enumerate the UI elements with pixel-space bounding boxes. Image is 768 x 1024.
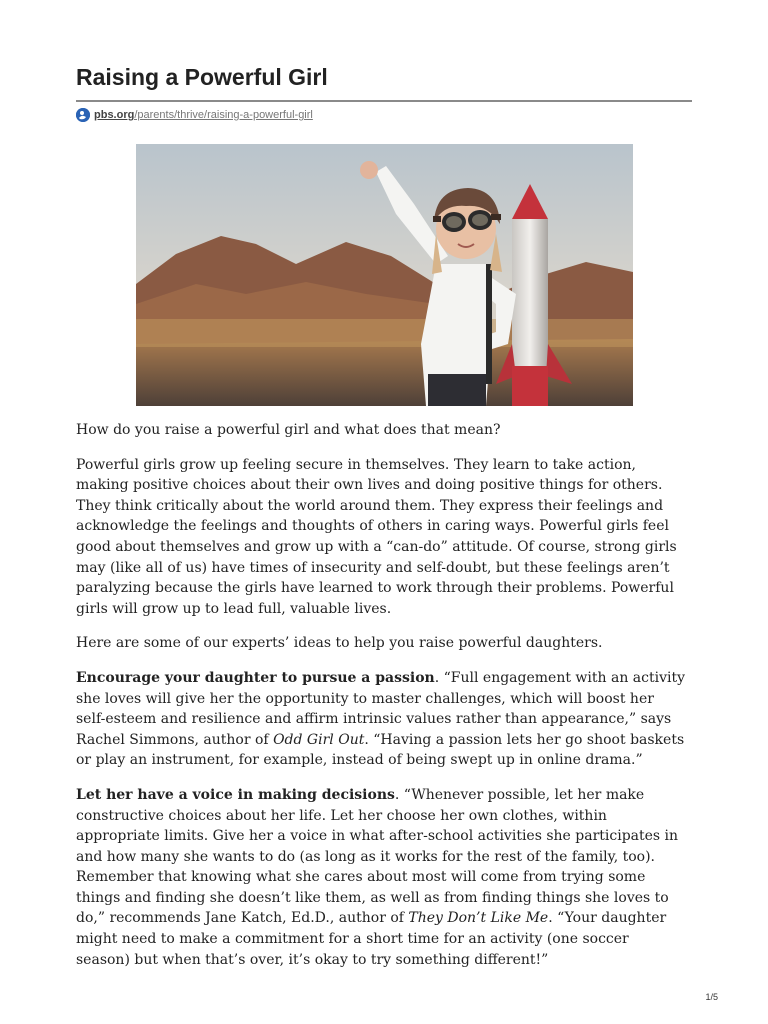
paragraph-powerful-girls: Powerful girls grow up feeling secure in themselves. They learn to take action, making positive choices about their own lives and doing positive things for others. They think critically about the world around them. They express their feelings and acknowledge the feelings and thoughts of others in caring ways. Powerful girls feel good about themselves and grow up with a “can-do” attitude. Of course, strong girls may (like all of us) have times of insecurity and self-doubt, but these feelings aren’t paralyzing because the girls have learned to work through their problems. Powerful girls will grow up to lead full, valuable lives. [76, 456, 677, 617]
tip-text: . “Your daughter might need to make a commitment for a short time for an activity (one soccer season) but when that’s over, it’s okay to try something different!” [76, 910, 667, 968]
title-divider [76, 100, 692, 102]
book-title: Odd Girl Out [273, 731, 365, 748]
pbs-logo-icon [76, 108, 90, 122]
page-title: Raising a Powerful Girl [76, 64, 328, 90]
tip-text: . “Full engagement with an activity she loves will give her the opportunity to master challenges, which will boost her self-esteem and resilience and affirm intrinsic values rather than appearance,” says Rachel Simmons, author of [76, 669, 686, 748]
tip-heading-passion: Encourage your daughter to pursue a passion [76, 669, 435, 686]
tip-heading-voice: Let her have a voice in making decisions [76, 786, 395, 803]
source-domain[interactable]: pbs.org [94, 109, 135, 121]
source-path[interactable]: /parents/thrive/raising-a-powerful-girl [134, 109, 313, 121]
page-number: 1/5 [705, 992, 718, 1002]
tip-text: . “Whenever possible, let her make constructive choices about her life. Let her choose her own clothes, within appropriate limits. Give her a voice in what after-school activities she participates in and how many she wants to do (as long as it works for the rest of the family, too). Remember that knowing what she cares about most will come from trying some things and finding she doesn’t like them, as well as from finding things she loves to do,” recommends Jane Katch, Ed.D., author of [76, 786, 679, 927]
paragraph-pursue-passion [76, 668, 686, 771]
hero-photo [136, 144, 633, 406]
tip-text: . “Having a passion lets her go shoot baskets or play an instrument, for example, instead of being swept up in online drama.” [76, 731, 685, 769]
book-title: They Don’t Like Me [408, 910, 549, 927]
paragraph-intro-question: How do you raise a powerful girl and what does that mean? [76, 422, 501, 438]
source-link[interactable] [76, 107, 313, 123]
paragraph-experts-ideas: Here are some of our experts’ ideas to help you raise powerful daughters. [76, 635, 603, 652]
article-body [76, 420, 686, 984]
paragraph-voice-decisions [76, 785, 686, 970]
